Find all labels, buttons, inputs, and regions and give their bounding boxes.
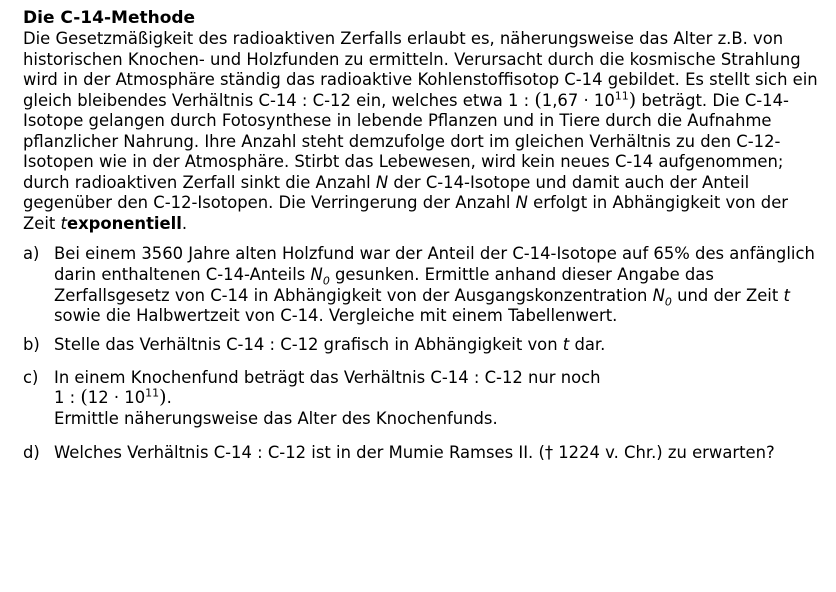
ratio-line: 1 : $(12 \cdot 10^{11})$.: [54, 386, 172, 409]
task-label: d): [23, 443, 40, 463]
variable-N: N: [515, 193, 528, 212]
task-text: Stelle das Verhältnis C-14 : C-12 grafisch in Abhängigkeit von t dar.: [54, 335, 606, 355]
task-d: [23, 443, 824, 464]
task-label: c): [23, 367, 39, 387]
ratio-exponent: 11: [614, 89, 629, 103]
task-text: Welches Verhältnis C-14 : C-12 ist in der Mumie Ramses II. († 1224 v. Chr.) zu erwarten?: [54, 443, 775, 463]
variable-N0: $N_0$: [310, 264, 330, 288]
page-title: Die C-14-Methode: [23, 8, 196, 28]
variable-t: t: [562, 335, 570, 355]
variable-t: t: [783, 285, 790, 305]
task-a: [23, 244, 824, 327]
task-c: [23, 368, 824, 430]
intro-text-1: Die Gesetzmäßigkeit des radioaktiven Zerfalls erlaubt es, näherungsweise das Alter z.B. von historischen Knochen- und Holzfunden zu ermitteln. Verursacht durch die kosmische Strahlung wird in der Atmosphäre ständig das radioaktive Kohlenstoffisotop C-14 gebildet. Es stellt sich ein gleich bleibendes Verhältnis C-14 : C-12 ein, welches etwa: [23, 29, 818, 110]
ratio-mantissa: 1,67 · 10: [541, 90, 615, 110]
task-b: [23, 335, 824, 356]
intro-text-2: beträgt. Die C-14-Isotope gelangen durch Fotosynthese in lebende Pflanzen und in Tiere durch die Aufnahme pflanzlicher Nahrung. Ihre Anzahl steht demzufolge dort im gleichen Verhältnis zu den C-12-Isotopen wie in der Atmosphäre. Stirbt das Lebewesen, wird kein neues C-14 aufgenommen; durch radioaktiven Zerfall sinkt die Anzahl: [23, 90, 789, 192]
task-label: b): [23, 335, 40, 355]
intro-text-3: der C-14-Isotope und damit auch der Anteil gegenüber den C-12-Isotopen. Die Verringerung der Anzahl: [23, 172, 750, 212]
variable-N: N: [375, 172, 389, 192]
variable-t: t: [60, 213, 67, 233]
ratio-prefix: 1 :: [507, 90, 535, 110]
intro-paragraph: Die Gesetzmäßigkeit des radioaktiven Zerfalls erlaubt es, näherungsweise das Alter z.B. von historischen Knochen- und Holzfunden zu ermitteln. Verursacht durch die kosmische Strahlung wird in der Atmosphäre ständig das radioaktive Kohlenstoffisotop C-14 gebildet. Es stellt sich ein gleich bleibendes Verhältnis C-14 : C-12 ein, welches etwa 1 : $(1,67 \cdot 10^{11})$ beträgt. Die C-14-Isotope gelangen durch Fotosynthese in lebende Pflanzen und in Tiere durch die Aufnahme pflanzlicher Nahrung. Ihre Anzahl steht demzufolge dort im gleichen Verhältnis zu den C-12-Isotopen wie in der Atmosphäre. Stirbt das Lebewesen, wird kein neues C-14 aufgenommen; durch radioaktiven Zerfall sinkt die Anzahl N der C-14-Isotope und damit auch der Anteil gegenüber den C-12-Isotopen. Die Verringerung der Anzahl N erfolgt in Abhängigkeit von der Zeit texponentiell.: [23, 29, 818, 233]
task-text: In einem Knochenfund beträgt das Verhältnis C-14 : C-12 nur noch 1 : $(12 \cdot 10^{11})$. Ermittle näherungsweise das Alter des Knochenfunds.: [54, 368, 824, 430]
emphasis-exponentiell: exponentiell: [66, 213, 182, 233]
task-text: Bei einem 3560 Jahre alten Holzfund war der Anteil der C-14-Isotope auf 65% des anfänglich darin enthaltenen C-14-Anteils $N_0$ gesunken. Ermittle anhand dieser Angabe das Zerfallsgesetz von C-14 in Abhängigkeit von der Ausgangskonzentration $N_0$ und der Zeit t sowie die Halbwertzeit von C-14. Vergleiche mit einem Tabellenwert.: [54, 244, 815, 326]
variable-N0: $N_0$: [652, 285, 672, 308]
intro-text-4: erfolgt in Abhängigkeit von der Zeit: [23, 193, 789, 233]
task-label: a): [23, 244, 40, 263]
